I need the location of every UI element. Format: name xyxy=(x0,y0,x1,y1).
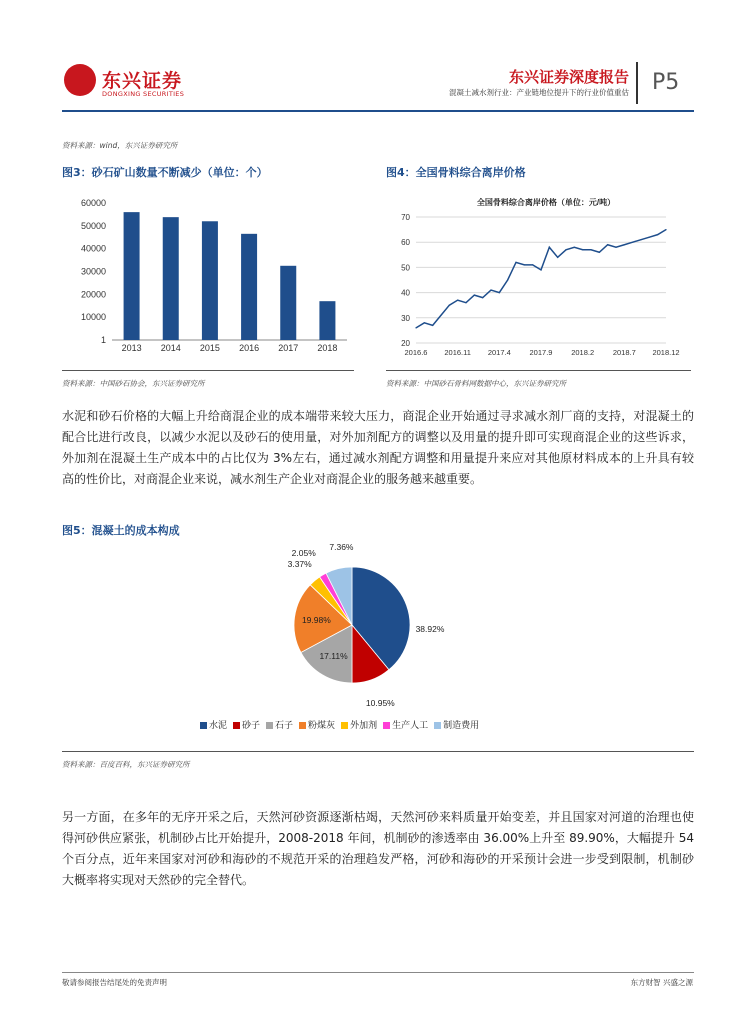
fig3-x-tick-label: 2017 xyxy=(278,343,299,353)
fig3-bar xyxy=(319,301,335,340)
fig5-legend-item xyxy=(434,721,479,731)
fig3-title: 图3：砂石矿山数量不断减少（单位：个） xyxy=(62,166,268,179)
fig4-point xyxy=(574,247,575,248)
fig3-y-tick-label: 40000 xyxy=(80,243,106,254)
fig4-point xyxy=(657,234,658,235)
fig5-legend-label: 砂子 xyxy=(242,721,261,731)
fig4-source: 资料来源：中国砂石骨料网数据中心，东兴证券研究所 xyxy=(386,379,566,388)
page-number: P5 xyxy=(652,70,680,95)
footer-disclaimer: 敬请参阅报告结尾处的免责声明 xyxy=(62,978,167,987)
fig4-series-line xyxy=(416,230,666,328)
fig4-point xyxy=(665,229,666,230)
fig3-source: 资料来源：中国砂石协会，东兴证券研究所 xyxy=(62,379,205,388)
fig5-legend-item xyxy=(266,721,293,731)
fig5-legend-label: 外加剂 xyxy=(350,721,378,731)
footer-rule xyxy=(62,972,694,973)
header-rule xyxy=(62,110,694,112)
logo-subtext: DONGXING SECURITIES xyxy=(102,90,185,98)
fig5-legend-item xyxy=(200,721,227,731)
fig4-x-tick-label: 2018.7 xyxy=(612,348,636,357)
fig5-legend-item xyxy=(233,721,260,731)
fig3-x-tick-label: 2015 xyxy=(199,343,220,353)
body-paragraph-2 xyxy=(62,807,694,891)
fig4-point xyxy=(532,264,533,265)
fig5-legend-swatch xyxy=(233,722,240,729)
fig5-legend-swatch xyxy=(200,722,207,729)
fig4-title: 图4：全国骨料综合离岸价格 xyxy=(386,166,526,179)
fig3-x-tick-label: 2014 xyxy=(160,343,181,353)
fig4-separator xyxy=(386,370,691,371)
fig4-x-tick-label: 2017.4 xyxy=(487,348,511,357)
fig3-x-tick-label: 2018 xyxy=(317,343,338,353)
fig4-point xyxy=(540,269,541,270)
fig5-legend xyxy=(200,718,560,731)
fig4-chart-title: 全国骨料综合离岸价格（单位：元/吨） xyxy=(476,198,616,207)
fig4-point xyxy=(599,252,600,253)
fig5-legend-item xyxy=(341,721,377,731)
fig5-title: 图5：混凝土的成本构成 xyxy=(62,524,180,537)
fig4-point xyxy=(565,249,566,250)
report-subtitle: 混凝土减水剂行业：产业链地位提升下的行业价值重估 xyxy=(449,88,629,97)
fig3-separator xyxy=(62,370,354,371)
fig4-y-tick-label: 70 xyxy=(401,213,410,222)
fig3-y-tick-label: 50000 xyxy=(80,220,106,231)
fig4-point xyxy=(615,247,616,248)
fig3-bar xyxy=(241,234,257,340)
fig4-point xyxy=(549,247,550,248)
fig4-point xyxy=(474,295,475,296)
fig3-y-tick-label: 20000 xyxy=(80,289,106,300)
fig3-bar xyxy=(124,212,140,340)
fig4-y-tick-label: 40 xyxy=(401,288,410,298)
paragraph-2-text: 另一方面，在多年的无序开采之后，天然河砂资源逐渐枯竭，天然河砂来料质量开始变差，并且国家对河道的治理也使得河砂供应紧张，机制砂占比开始提升，2008-2018 年间，机制砂的渗透率由 36.00%上升至 89.90%，大幅提升 54 个百分点，近年来国家对河砂和海砂的不规范开采的治理趋发严格，河砂和海砂的开采预计会进一步受到限制，机制砂大概率将实现对天然砂的完全替代。 xyxy=(62,810,694,887)
fig4-point xyxy=(415,327,416,328)
fig4-point xyxy=(590,249,591,250)
fig4-point xyxy=(499,292,500,293)
fig5-slice-label: 2.05% xyxy=(291,547,316,558)
fig3-bar xyxy=(163,217,179,340)
fig3-bar xyxy=(202,221,218,340)
fig5-slice-label: 10.95% xyxy=(365,697,395,708)
fig4-point xyxy=(424,322,425,323)
fig3-bar xyxy=(280,266,296,340)
fig4-point xyxy=(582,249,583,250)
fig3-x-tick-label: 2013 xyxy=(121,343,142,353)
report-title: 东兴证券深度报告 xyxy=(508,68,629,86)
fig4-point xyxy=(557,257,558,258)
fig5-legend-label: 水泥 xyxy=(209,721,228,731)
logo-icon xyxy=(64,64,96,96)
fig4-point xyxy=(432,325,433,326)
fig3-y-tick-label: 1 xyxy=(100,335,106,345)
fig5-legend-label: 制造费用 xyxy=(443,721,480,731)
fig4-y-tick-label: 30 xyxy=(401,313,410,323)
fig5-legend-swatch xyxy=(434,722,441,729)
fig5-legend-label: 生产人工 xyxy=(392,721,429,731)
fig5-legend-item xyxy=(383,721,428,731)
fig5-legend-label: 石子 xyxy=(275,721,294,731)
fig3-y-tick-label: 10000 xyxy=(80,312,106,323)
fig4-point xyxy=(640,239,641,240)
fig5-separator xyxy=(62,751,694,752)
fig4-point xyxy=(440,315,441,316)
fig4-point xyxy=(490,289,491,290)
fig5-source: 资料来源：百度百科，东兴证券研究所 xyxy=(62,760,190,769)
footer-slogan: 东方财智 兴盛之源 xyxy=(630,978,693,987)
fig5-legend-swatch xyxy=(383,722,390,729)
logo-text: 东兴证券 xyxy=(102,70,183,92)
fig4-chart xyxy=(386,185,691,365)
fig5-legend-item xyxy=(299,721,335,731)
fig5-slice-label: 17.11% xyxy=(319,650,348,661)
body-paragraph-1 xyxy=(62,406,694,490)
fig5-slice-label: 3.37% xyxy=(287,558,312,569)
fig5-legend-swatch xyxy=(341,722,348,729)
fig4-x-tick-label: 2016.6 xyxy=(404,348,428,357)
fig3-chart xyxy=(62,185,357,365)
fig4-y-tick-label: 50 xyxy=(401,263,410,273)
top-source: 资料来源：wind，东兴证券研究所 xyxy=(62,141,178,150)
fig3-y-tick-label: 60000 xyxy=(80,198,106,208)
fig4-point xyxy=(649,237,650,238)
fig5-legend-swatch xyxy=(266,722,273,729)
fig5-slice-label: 19.98% xyxy=(301,615,331,626)
paragraph-1-text: 水泥和砂石价格的大幅上升给商混企业的成本端带来较大压力，商混企业开始通过寻求减水剂厂商的支持，对混凝土的配合比进行改良，以减少水泥以及砂石的使用量，对外加剂配方的调整以及用量的提升即可实现商混企业的这些诉求，外加剂在混凝土生产成本中的占比仅为 3%左右，通过减水剂配方调整和用量提升来应对其他原材料成本的上升具有较高的性价比，对商混企业来说，减水剂生产企业对商混企业的服务越来越重要。 xyxy=(62,409,694,486)
fig4-x-tick-label: 2018.2 xyxy=(571,348,595,357)
fig5-legend-swatch xyxy=(299,722,306,729)
fig4-point xyxy=(482,297,483,298)
fig4-point xyxy=(465,302,466,303)
fig4-x-tick-label: 2016.11 xyxy=(444,348,471,357)
fig4-point xyxy=(624,244,625,245)
fig4-point xyxy=(507,279,508,280)
fig4-point xyxy=(457,300,458,301)
header-divider xyxy=(636,62,638,104)
fig4-point xyxy=(515,262,516,263)
fig4-y-tick-label: 20 xyxy=(401,339,410,348)
fig5-slice-label: 38.92% xyxy=(415,624,445,634)
fig5-pie-chart xyxy=(240,540,480,708)
fig5-slice-label: 7.36% xyxy=(329,541,354,552)
fig3-y-tick-label: 30000 xyxy=(80,266,106,277)
fig5-legend-label: 粉煤灰 xyxy=(308,721,336,731)
fig4-point xyxy=(524,264,525,265)
fig4-point xyxy=(632,242,633,243)
fig4-point xyxy=(607,244,608,245)
fig4-x-tick-label: 2018.12 xyxy=(652,348,680,357)
fig4-x-tick-label: 2017.9 xyxy=(529,348,553,357)
fig4-point xyxy=(449,305,450,306)
fig4-y-tick-label: 60 xyxy=(401,238,410,248)
fig3-x-tick-label: 2016 xyxy=(239,343,260,353)
